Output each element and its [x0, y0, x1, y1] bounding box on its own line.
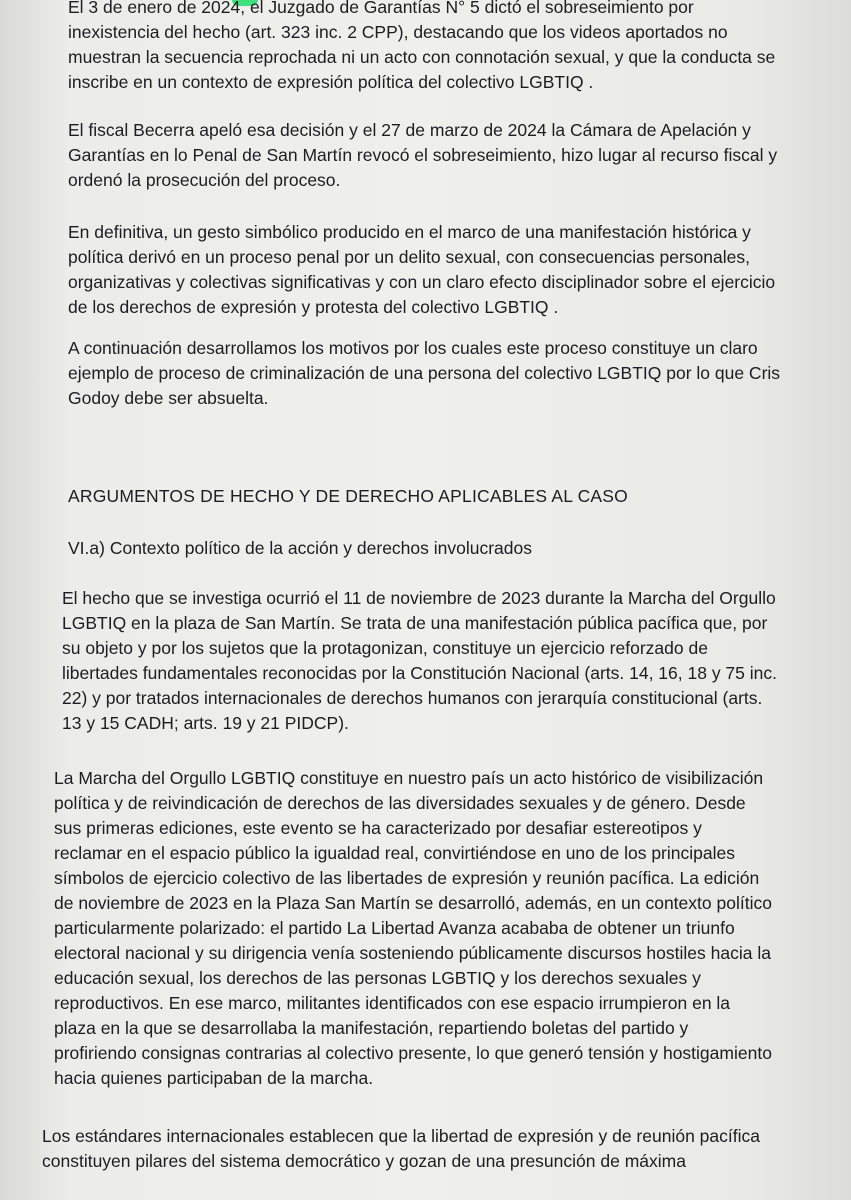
text-line: La Marcha del Orgullo LGBTIQ constituye en nuestro país un acto histórico de visibilización: [54, 768, 764, 788]
paragraph-hecho: [62, 586, 777, 736]
text-line: Garantías en lo Penal de San Martín revocó el sobreseimiento, hizo lugar al recurso fiscal y: [68, 145, 778, 165]
text-line: inexistencia del hecho (art. 323 inc. 2 CPP), destacando que los videos aportados no: [68, 22, 728, 42]
text-line: profiriendo consignas contrarias al colectivo presente, lo que generó tensión y hostigamiento: [54, 1043, 772, 1063]
paragraph-sobreseimiento: [68, 0, 775, 95]
text-line: organizativas y colectivas significativas y con un claro efecto disciplinador sobre el ejercicio: [68, 272, 776, 292]
text-line: particularmente polarizado: el partido La Libertad Avanza acababa de obtener un triunfo: [54, 918, 735, 938]
text-line: En definitiva, un gesto simbólico producido en el marco de una manifestación histórica y: [68, 222, 751, 242]
text-line: El hecho que se investiga ocurrió el 11 de noviembre de 2023 durante la Marcha del Orgullo: [62, 588, 776, 608]
text-line: ordenó la prosecución del proceso.: [68, 170, 341, 190]
text-line: 13 y 15 CADH; arts. 19 y 21 PIDCP).: [62, 713, 349, 733]
paragraph-marcha: [54, 766, 772, 1091]
text-line: símbolos de ejercicio colectivo de las libertades de expresión y reunión pacífica. La edición: [54, 868, 760, 888]
text-line: electoral nacional y su dirigencia venía sosteniendo públicamente discursos hostiles hacia la: [54, 943, 771, 963]
text-line: política derivó en un proceso penal por un delito sexual, con consecuencias personales,: [68, 247, 750, 267]
text-line: LGBTIQ en la plaza de San Martín. Se trata de una manifestación pública pacífica que, por: [62, 613, 768, 633]
text-line: Los estándares internacionales establecen que la libertad de expresión y de reunión pacífica: [42, 1126, 760, 1146]
text-line: su objeto y por los sujetos que la protagonizan, constituye un ejercicio reforzado de: [62, 638, 708, 658]
text-line: libertades fundamentales reconocidas por la Constitución Nacional (arts. 14, 16, 18 y 75 inc.: [62, 663, 777, 683]
text-line: de los derechos de expresión y protesta del colectivo LGBTIQ .: [68, 297, 559, 317]
text-line: inscribe en un contexto de expresión política del colectivo LGBTIQ .: [68, 72, 594, 92]
paragraph-apelacion: [68, 118, 777, 193]
text-line: El fiscal Becerra apeló esa decisión y el 27 de marzo de 2024 la Cámara de Apelación y: [68, 120, 751, 140]
text-line: política y de reivindicación de derechos de las diversidades sexuales y de género. Desde: [54, 793, 746, 813]
text-line: reproductivos. En ese marco, militantes identificados con ese espacio irrumpieron en la: [54, 993, 731, 1013]
text-line: reclamar en el espacio público la igualdad real, convirtiéndose en uno de los principales: [54, 843, 735, 863]
text-line: plaza en la que se desarrollaba la manifestación, repartiendo boletas del partido y: [54, 1018, 689, 1038]
text-line: El 3 de enero de 2024, el Juzgado de Garantías N° 5 dictó el sobreseimiento por: [68, 0, 694, 17]
text-line: educación sexual, los derechos de las personas LGBTIQ y los derechos sexuales y: [54, 968, 701, 988]
paragraph-estandares: [42, 1124, 760, 1174]
text-line: Godoy debe ser absuelta.: [68, 388, 269, 408]
text-line: 22) y por tratados internacionales de derechos humanos con jerarquía constitucional (arts.: [62, 688, 763, 708]
text-line: muestran la secuencia reprochada ni un acto con connotación sexual, y que la conducta se: [68, 47, 776, 67]
text-line: de noviembre de 2023 en la Plaza San Martín se desarrolló, además, en un contexto político: [54, 893, 772, 913]
text-line: A continuación desarrollamos los motivos por los cuales este proceso constituye un claro: [68, 338, 758, 358]
paragraph-definitiva: [68, 220, 775, 320]
subsection-heading: VI.a) Contexto político de la acción y derechos involucrados: [68, 538, 533, 558]
text-line: constituyen pilares del sistema democrático y gozan de una presunción de máxima: [42, 1151, 686, 1171]
text-line: ejemplo de proceso de criminalización de una persona del colectivo LGBTIQ por lo que Cris: [68, 363, 781, 383]
text-line: hacia quienes participaban de la marcha.: [54, 1068, 374, 1088]
text-line: sus primeras ediciones, este evento se ha caracterizado por desafiar estereotipos y: [54, 818, 702, 838]
paragraph-continuacion: [68, 336, 780, 411]
section-heading: ARGUMENTOS DE HECHO Y DE DERECHO APLICABLES AL CASO: [68, 486, 628, 506]
